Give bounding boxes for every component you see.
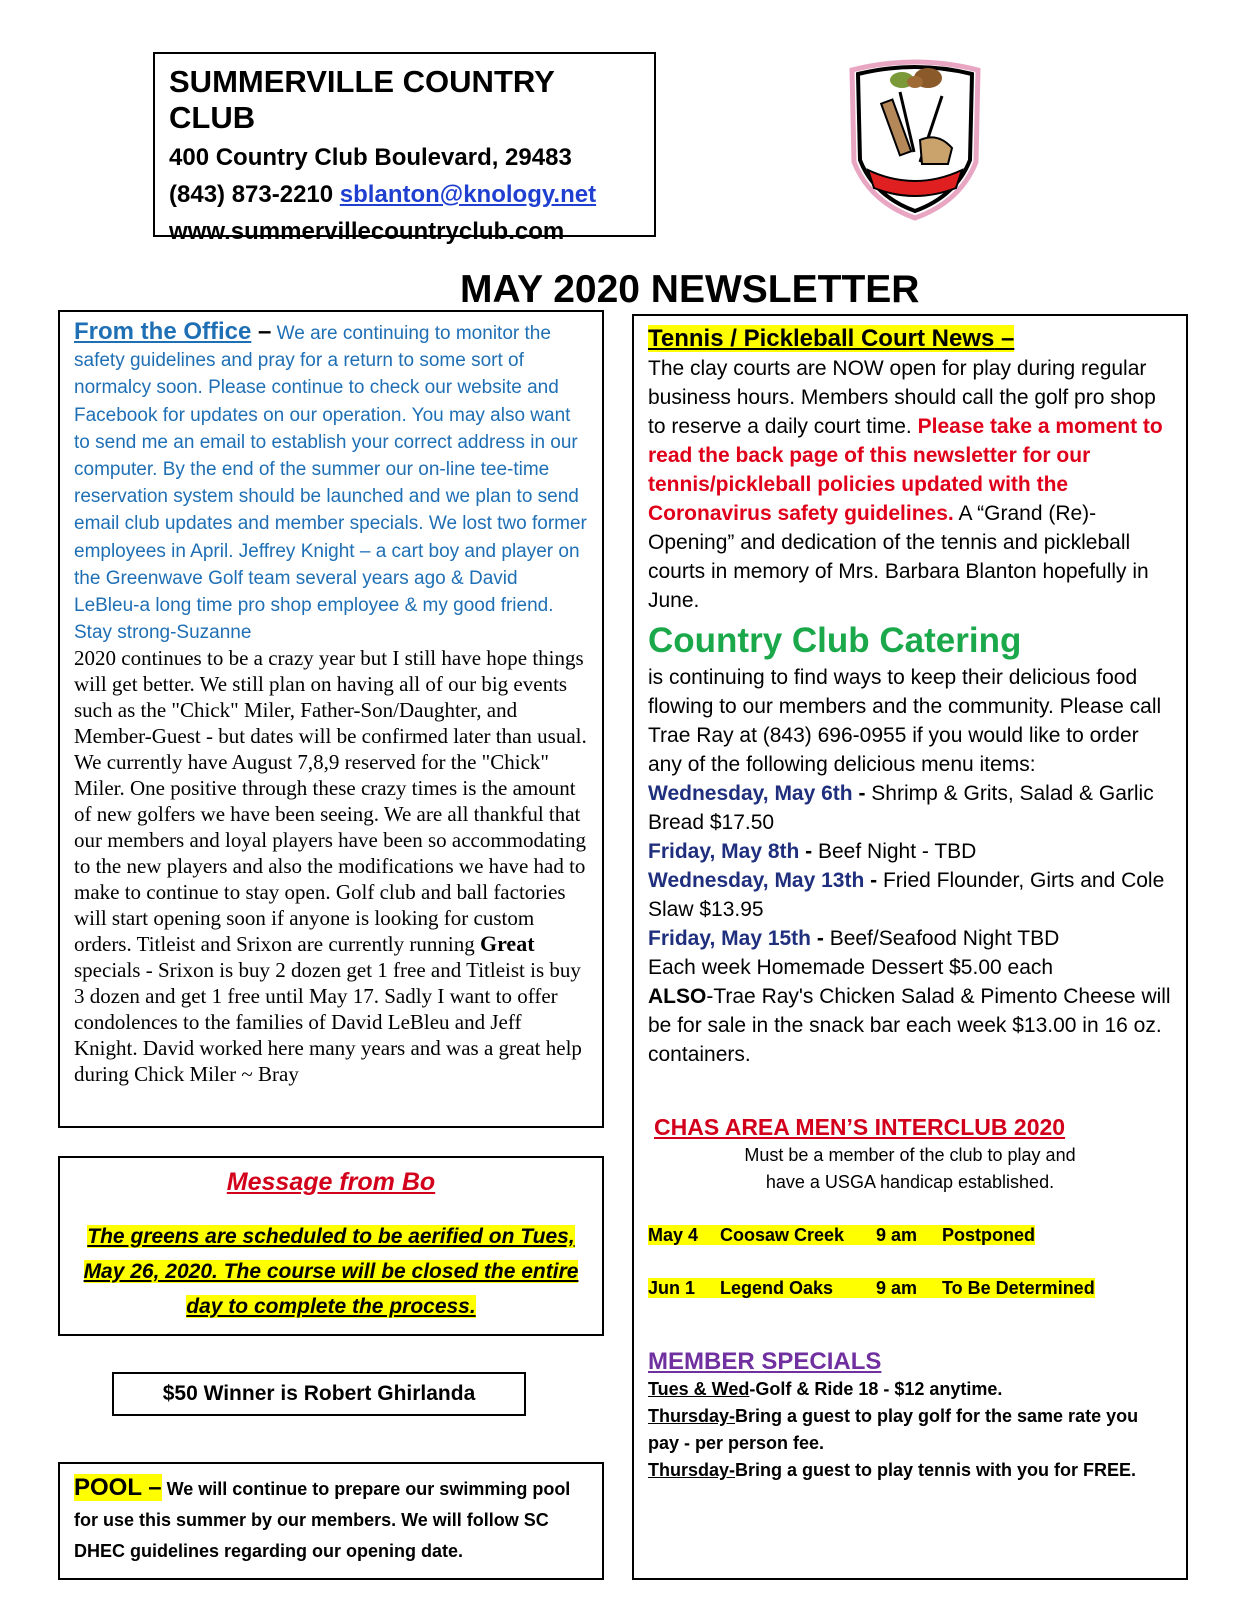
menu-date: May 15th bbox=[721, 927, 812, 950]
menu-item bbox=[648, 779, 1172, 837]
menu-day: Friday, bbox=[648, 840, 722, 863]
menu-desc: Beef/Seafood Night TBD bbox=[829, 927, 1060, 950]
special-label: Tues & Wed bbox=[648, 1379, 750, 1399]
from-the-office-box bbox=[58, 310, 604, 1128]
menu-sep: - bbox=[852, 782, 872, 805]
interclub-status: Postponed bbox=[942, 1225, 1035, 1245]
tennis-red-notice: Please take a moment to read the back page of this newsletter for our tennis/pickleball policies updated with the Coronavirus safety guidelines. bbox=[648, 415, 1163, 525]
interclub-heading: CHAS AREA MEN’S INTERCLUB 2020 bbox=[654, 1114, 1066, 1140]
interclub-course: Legend Oaks bbox=[720, 1278, 834, 1298]
menu-sep: - bbox=[811, 927, 830, 950]
tennis-section bbox=[648, 324, 1172, 615]
great-word: Great bbox=[479, 931, 535, 957]
special-text: Bring a guest to play tennis with you for FREE. bbox=[735, 1460, 1137, 1480]
catering-intro: is continuing to find ways to keep their delicious food flowing to our members and the community. Please call Trae Ray at (843) 696-0955 if you would like to order any of the following delicious menu items: bbox=[648, 666, 1162, 776]
special-text: -Golf & Ride 18 - $12 anytime. bbox=[749, 1379, 1003, 1399]
menu-day: Wednesday, bbox=[648, 869, 775, 892]
interclub-subtitle: Must be a member of the club to play and have a USGA handicap established. bbox=[744, 1145, 1076, 1192]
interclub-date: Jun 1 bbox=[648, 1278, 696, 1298]
catering-also: ALSO-Trae Ray's Chicken Salad & Pimento Cheese will be for sale in the snack bar each week $13.00 in 16 oz. containers. bbox=[648, 985, 1171, 1066]
menu-day: Friday, bbox=[648, 927, 722, 950]
club-email-link[interactable]: sblanton@knology.net bbox=[339, 181, 597, 208]
menu-item bbox=[648, 866, 1172, 924]
special-label: Thursday- bbox=[648, 1460, 736, 1480]
menu-desc: Fried Flounder, Girts and Cole Slaw $13.95 bbox=[648, 869, 1165, 921]
catering-heading: Country Club Catering bbox=[648, 621, 1022, 660]
club-address: 400 Country Club Boulevard, 29483 bbox=[169, 144, 572, 171]
message-from-bo-box bbox=[58, 1156, 604, 1336]
club-crest-logo bbox=[840, 52, 990, 222]
interclub-date: May 4 bbox=[648, 1225, 699, 1245]
special-item bbox=[648, 1457, 1172, 1484]
pool-box bbox=[58, 1462, 604, 1580]
menu-day: Wednesday, bbox=[648, 782, 775, 805]
special-item bbox=[648, 1376, 1172, 1403]
tennis-text: The clay courts are NOW open for play during regular business hours. Members should call the golf pro shop to reserve a daily court time. Please take a moment to read the back page of this newsletter for our tennis/pickleball policies updated with the Coronavirus safety guidelines. A “Grand (Re)-Opening” and dedication of the tennis and pickleball courts in memory of Mrs. Barbara Blanton hopefully in June. bbox=[648, 357, 1163, 612]
office-heading: From the Office bbox=[74, 318, 252, 345]
catering-dessert: Each week Homemade Dessert $5.00 each bbox=[648, 956, 1054, 979]
pool-heading: POOL – bbox=[74, 1474, 162, 1501]
office-serif-paragraph: 2020 continues to be a crazy year but I still have hope things will get better. We still plan on having all of our big events such as the "Chick" Miler, Father-Son/Daughter, and Member-Guest - but dates will be confirmed later than usual. We currently have August 7,8,9 reserved for the "Chick" Miler. One positive through these crazy times is the amount of new golfers we have been seeing. We are all thankful that our members and loyal players have been so accommodating to the new players and also the modifications we have had to make to continue to stay open. Golf club and ball factories will start opening soon if anyone is looking for custom orders. Titleist and Srixon are currently running Great specials - Srixon is buy 2 dozen get 1 free and Titleist is buy 3 dozen and get 1 free until May 17. Sadly I want to offer condolences to the families of David LeBleu and Jeff Knight. David worked here many years and was a great help during Chick Miler ~ Bray bbox=[74, 646, 587, 1086]
interclub-row-highlight bbox=[648, 1225, 1035, 1245]
office-paragraph: From the Office – We are continuing to monitor the safety guidelines and pray for a return to some sort of normalcy soon. Please continue to check our website and Facebook for updates on our operation. You may also want to send me an email to establish your correct address in our computer. By the end of the summer our on-line tee-time reservation system should be launched and we plan to send email club updates and member specials. We lost two former employees in April. Jeffrey Knight – a cart boy and player on the Greenwave Golf team several years ago & David LeBleu-a long time pro shop employee & my good friend. Stay strong-Suzanne bbox=[74, 318, 587, 644]
menu-date: May 6th bbox=[774, 782, 853, 805]
club-phone: (843) 873-2210 bbox=[169, 181, 334, 208]
interclub-row-highlight bbox=[648, 1278, 1095, 1298]
newsletter-title: MAY 2020 NEWSLETTER bbox=[460, 268, 920, 311]
office-blue-text: We are continuing to monitor the safety guidelines and pray for a return to some sort of normalcy soon. Please continue to check our website and Facebook for updates on our operation. You may also want to send me an email to establish your correct address in our computer. By the end of the summer our on-line tee-time reservation system should be launched and we plan to send email club updates and member specials. We lost two former employees in April. Jeffrey Knight – a cart boy and player on the Greenwave Golf team several years ago & David LeBleu-a long time pro shop employee & my good friend. Stay strong-Suzanne bbox=[74, 323, 587, 644]
member-specials-heading: MEMBER SPECIALS bbox=[648, 1348, 882, 1375]
bo-title: Message from Bo bbox=[226, 1168, 436, 1196]
special-item bbox=[648, 1403, 1172, 1457]
crest-icon bbox=[840, 52, 990, 222]
menu-desc: Shrimp & Grits, Salad & Garlic Bread $17.50 bbox=[648, 782, 1154, 834]
interclub-row bbox=[648, 1222, 1172, 1248]
club-name: SUMMERVILLE COUNTRY CLUB bbox=[169, 64, 555, 135]
winner-box: $50 Winner is Robert Ghirlanda bbox=[112, 1372, 526, 1416]
catering-menu bbox=[648, 779, 1172, 953]
interclub-course: Coosaw Creek bbox=[720, 1225, 845, 1245]
interclub-time: 9 am bbox=[876, 1278, 918, 1298]
member-specials-list bbox=[648, 1376, 1172, 1484]
interclub-row bbox=[648, 1275, 1172, 1301]
bo-message: The greens are scheduled to be aerified on Tues, May 26, 2020. The course will be closed the entire day to complete the process. bbox=[83, 1225, 579, 1318]
interclub-schedule bbox=[648, 1222, 1172, 1301]
interclub-time: 9 am bbox=[876, 1225, 918, 1245]
club-website: www.summervillecountryclub.com bbox=[169, 218, 565, 245]
interclub-status: To Be Determined bbox=[942, 1278, 1095, 1298]
pool-text: We will continue to prepare our swimming pool for use this summer by our members. We will follow SC DHEC guidelines regarding our opening date. bbox=[74, 1479, 571, 1561]
club-contact bbox=[169, 181, 640, 209]
menu-item bbox=[648, 924, 1172, 953]
right-column-box bbox=[632, 314, 1188, 1580]
menu-item bbox=[648, 837, 1172, 866]
menu-desc: Beef Night - TBD bbox=[818, 840, 977, 863]
menu-sep: - bbox=[864, 869, 883, 892]
menu-sep: - bbox=[799, 840, 818, 863]
special-text: Bring a guest to play golf for the same rate you pay - per person fee. bbox=[648, 1406, 1139, 1453]
menu-date: May 13th bbox=[774, 869, 865, 892]
menu-date: May 8th bbox=[721, 840, 800, 863]
special-label: Thursday- bbox=[648, 1406, 736, 1426]
tennis-heading: Tennis / Pickleball Court News – bbox=[648, 325, 1015, 352]
club-info-box bbox=[153, 52, 656, 245]
